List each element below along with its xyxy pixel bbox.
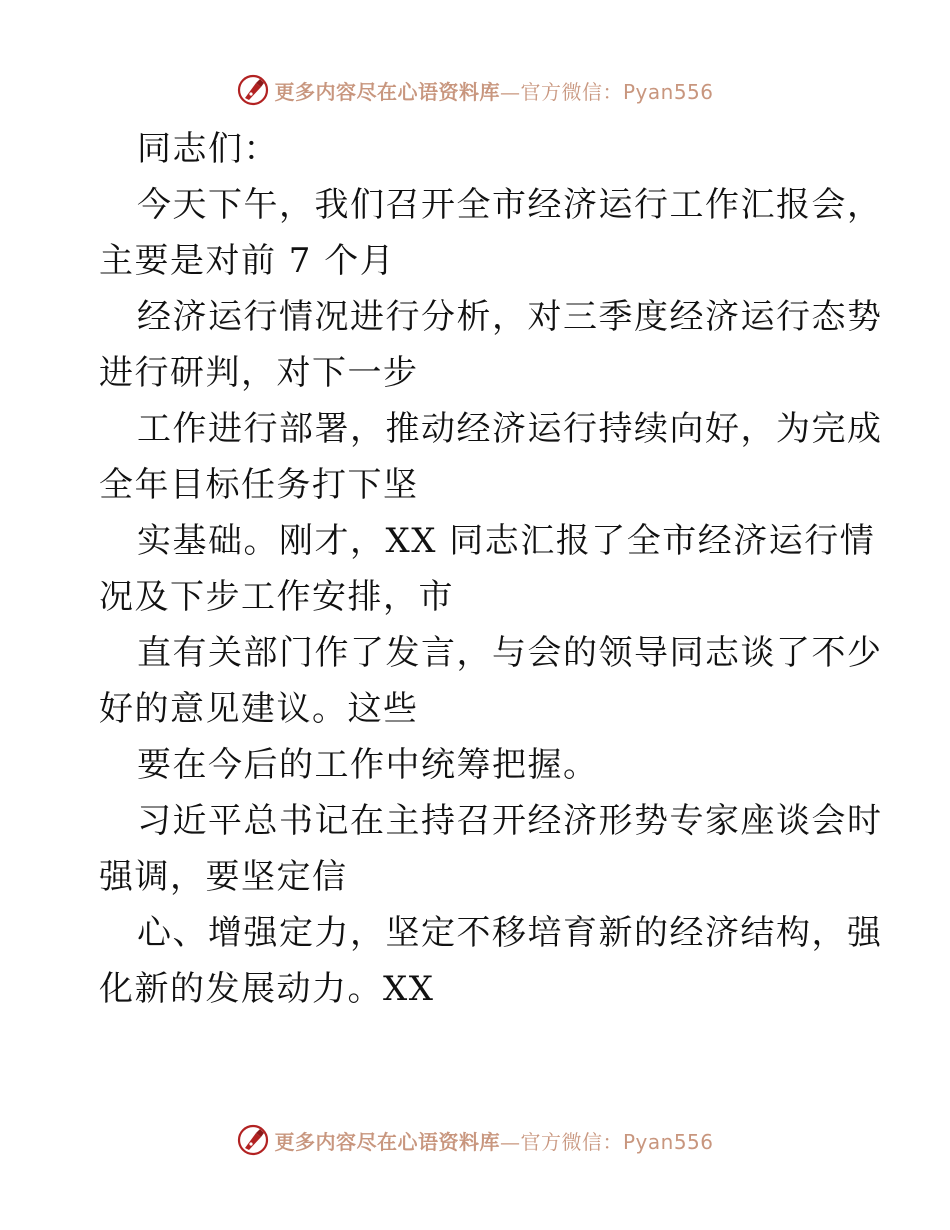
salutation: 同志们： [137,129,279,169]
paragraph-line: 进行研判，对下一步 [99,353,419,393]
watermark-text [274,1126,713,1155]
watermark-id: Pyan556 [622,1129,714,1154]
paragraph-line: 今天下午，我们召开全市经济运行工作汇报会， [137,185,883,225]
paragraph-line: 要在今后的工作中统筹把握。 [137,745,599,785]
paragraph-line: 工作进行部署，推动经济运行持续向好，为完成 [137,409,883,449]
watermark-dash: — [499,79,521,104]
paragraph-line: 主要是对前 7 个月 [99,241,396,281]
watermark-dash: — [499,1129,521,1154]
paragraph-line: 强调，要坚定信 [99,857,348,897]
watermark-footer [0,1120,950,1160]
paragraph-line: 化新的发展动力。XX [99,969,435,1009]
paragraph-line: 心、增强定力，坚定不移培育新的经济结构，强 [137,913,883,953]
watermark-sub: 官方微信： [520,1129,623,1154]
watermark-sub: 官方微信： [520,79,623,104]
pen-nib-icon [236,1123,270,1157]
document-body [99,121,883,1017]
watermark-main: 更多内容尽在心语资料库 [274,79,500,104]
paragraph-line: 况及下步工作安排，市 [99,577,454,617]
paragraph-line: 习近平总书记在主持召开经济形势专家座谈会时 [137,801,883,841]
paragraph-line: 实基础。刚才，XX 同志汇报了全市经济运行情 [137,521,876,561]
watermark-text [274,76,713,105]
watermark-header [0,70,950,110]
paragraph-line: 直有关部门作了发言，与会的领导同志谈了不少 [137,633,883,673]
paragraph-line: 好的意见建议。这些 [99,689,419,729]
paragraph-line: 全年目标任务打下坚 [99,465,419,505]
watermark-main: 更多内容尽在心语资料库 [274,1129,500,1154]
pen-nib-icon [236,73,270,107]
watermark-id: Pyan556 [622,79,714,104]
paragraph-line: 经济运行情况进行分析，对三季度经济运行态势 [137,297,883,337]
